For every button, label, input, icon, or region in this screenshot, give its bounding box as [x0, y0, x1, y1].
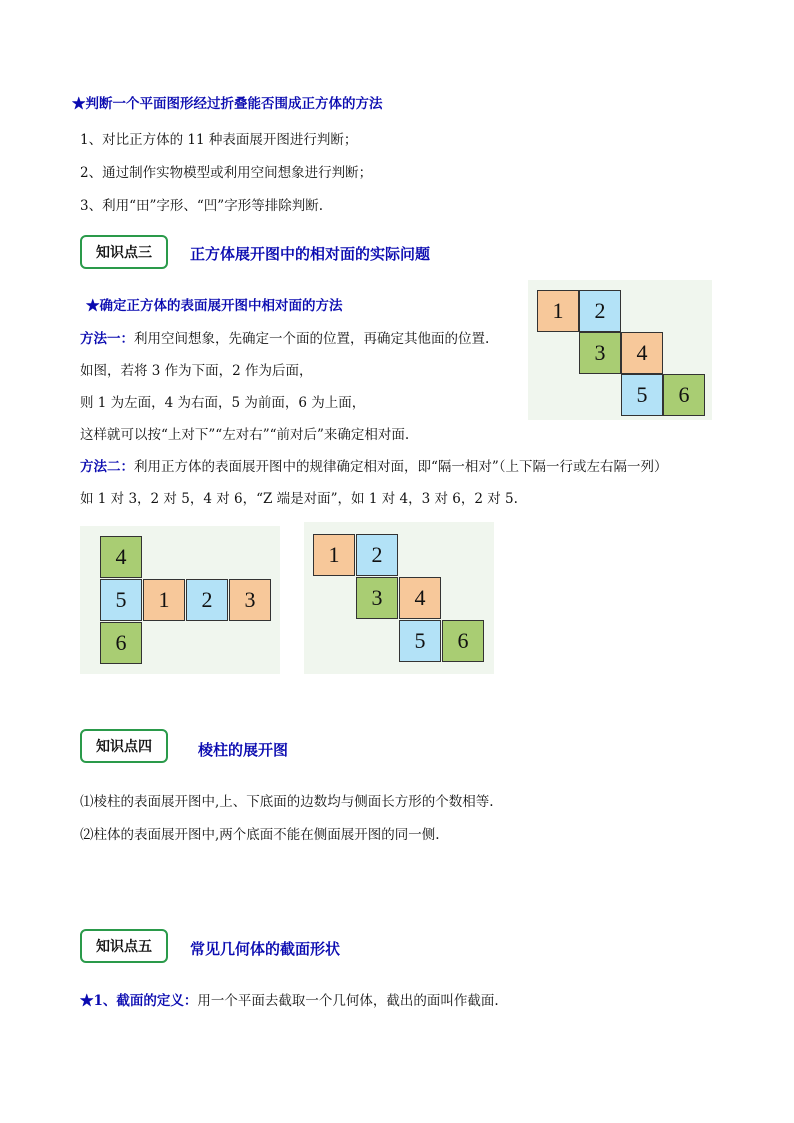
net-z-shape-cell: 4 — [399, 577, 441, 619]
net-top-right-cell: 5 — [621, 374, 663, 416]
net-z-shape-cell: 3 — [356, 577, 398, 619]
intro-item-2: 2、通过制作实物模型或利用空间想象进行判断； — [80, 165, 373, 181]
k3-line-1: 如图，若将 3 作为下面，2 作为后面， — [80, 363, 313, 379]
net-top-right — [528, 280, 712, 420]
net-t-shape — [80, 526, 280, 674]
k3-method2-line2: 如 1 对 3，2 对 5，4 对 6，“Z 端是对面”，如 1 对 4，3 对 6，2 对 5. — [80, 491, 518, 507]
k3-badge: 知识点三 — [80, 235, 168, 269]
k4-item-2: ⑵柱体的表面展开图中,两个底面不能在侧面展开图的同一侧. — [80, 827, 440, 843]
net-top-right-cell: 1 — [537, 290, 579, 332]
net-z-shape-cell: 2 — [356, 534, 398, 576]
k5-definition — [80, 992, 499, 1010]
net-z-shape-cell: 1 — [313, 534, 355, 576]
k4-item-1: ⑴棱柱的表面展开图中,上、下底面的边数均与侧面长方形的个数相等. — [80, 794, 494, 810]
net-t-shape-cell: 1 — [143, 579, 185, 621]
net-t-shape-cell: 2 — [186, 579, 228, 621]
net-top-right-cell: 2 — [579, 290, 621, 332]
k5-badge: 知识点五 — [80, 929, 168, 963]
k4-title: 棱柱的展开图 — [198, 741, 289, 759]
net-top-right-cell: 6 — [663, 374, 705, 416]
net-t-shape-cell: 6 — [100, 622, 142, 664]
intro-item-3: 3、利用“田”字形、“凹”字形等排除判断. — [80, 198, 323, 214]
k4-badge: 知识点四 — [80, 729, 168, 763]
k3-method2-text: 利用正方体的表面展开图中的规律确定相对面，即“隔一相对”（上下隔一行或左右隔一列） — [134, 459, 668, 475]
k3-method1-text: 利用空间想象，先确定一个面的位置，再确定其他面的位置. — [134, 331, 490, 347]
k5-def-text: 用一个平面去截取一个几何体，截出的面叫作截面. — [197, 993, 499, 1009]
k3-method2 — [80, 458, 668, 476]
intro-heading: ★判断一个平面图形经过折叠能否围成正方体的方法 — [72, 96, 383, 112]
k3-method2-label: 方法二： — [80, 459, 134, 475]
k3-method1-label: 方法一： — [80, 331, 134, 347]
k3-line-2: 则 1 为左面，4 为右面，5 为前面，6 为上面， — [80, 395, 366, 411]
k5-title: 常见几何体的截面形状 — [190, 940, 341, 958]
intro-item-1: 1、对比正方体的 11 种表面展开图进行判断； — [80, 132, 358, 148]
net-top-right-cell: 4 — [621, 332, 663, 374]
net-t-shape-cell: 4 — [100, 536, 142, 578]
net-t-shape-cell: 3 — [229, 579, 271, 621]
k3-method1 — [80, 330, 489, 348]
net-z-shape-cell: 5 — [399, 620, 441, 662]
k3-title: 正方体展开图中的相对面的实际问题 — [190, 245, 431, 263]
net-t-shape-cell: 5 — [100, 579, 142, 621]
net-top-right-cell: 3 — [579, 332, 621, 374]
k3-subheading: ★确定正方体的表面展开图中相对面的方法 — [86, 298, 343, 314]
net-z-shape-cell: 6 — [442, 620, 484, 662]
k3-line-3: 这样就可以按“上对下”“左对右”“前对后”来确定相对面. — [80, 427, 410, 443]
net-z-shape — [304, 522, 494, 674]
k5-def-label: ★1、截面的定义： — [80, 993, 198, 1009]
